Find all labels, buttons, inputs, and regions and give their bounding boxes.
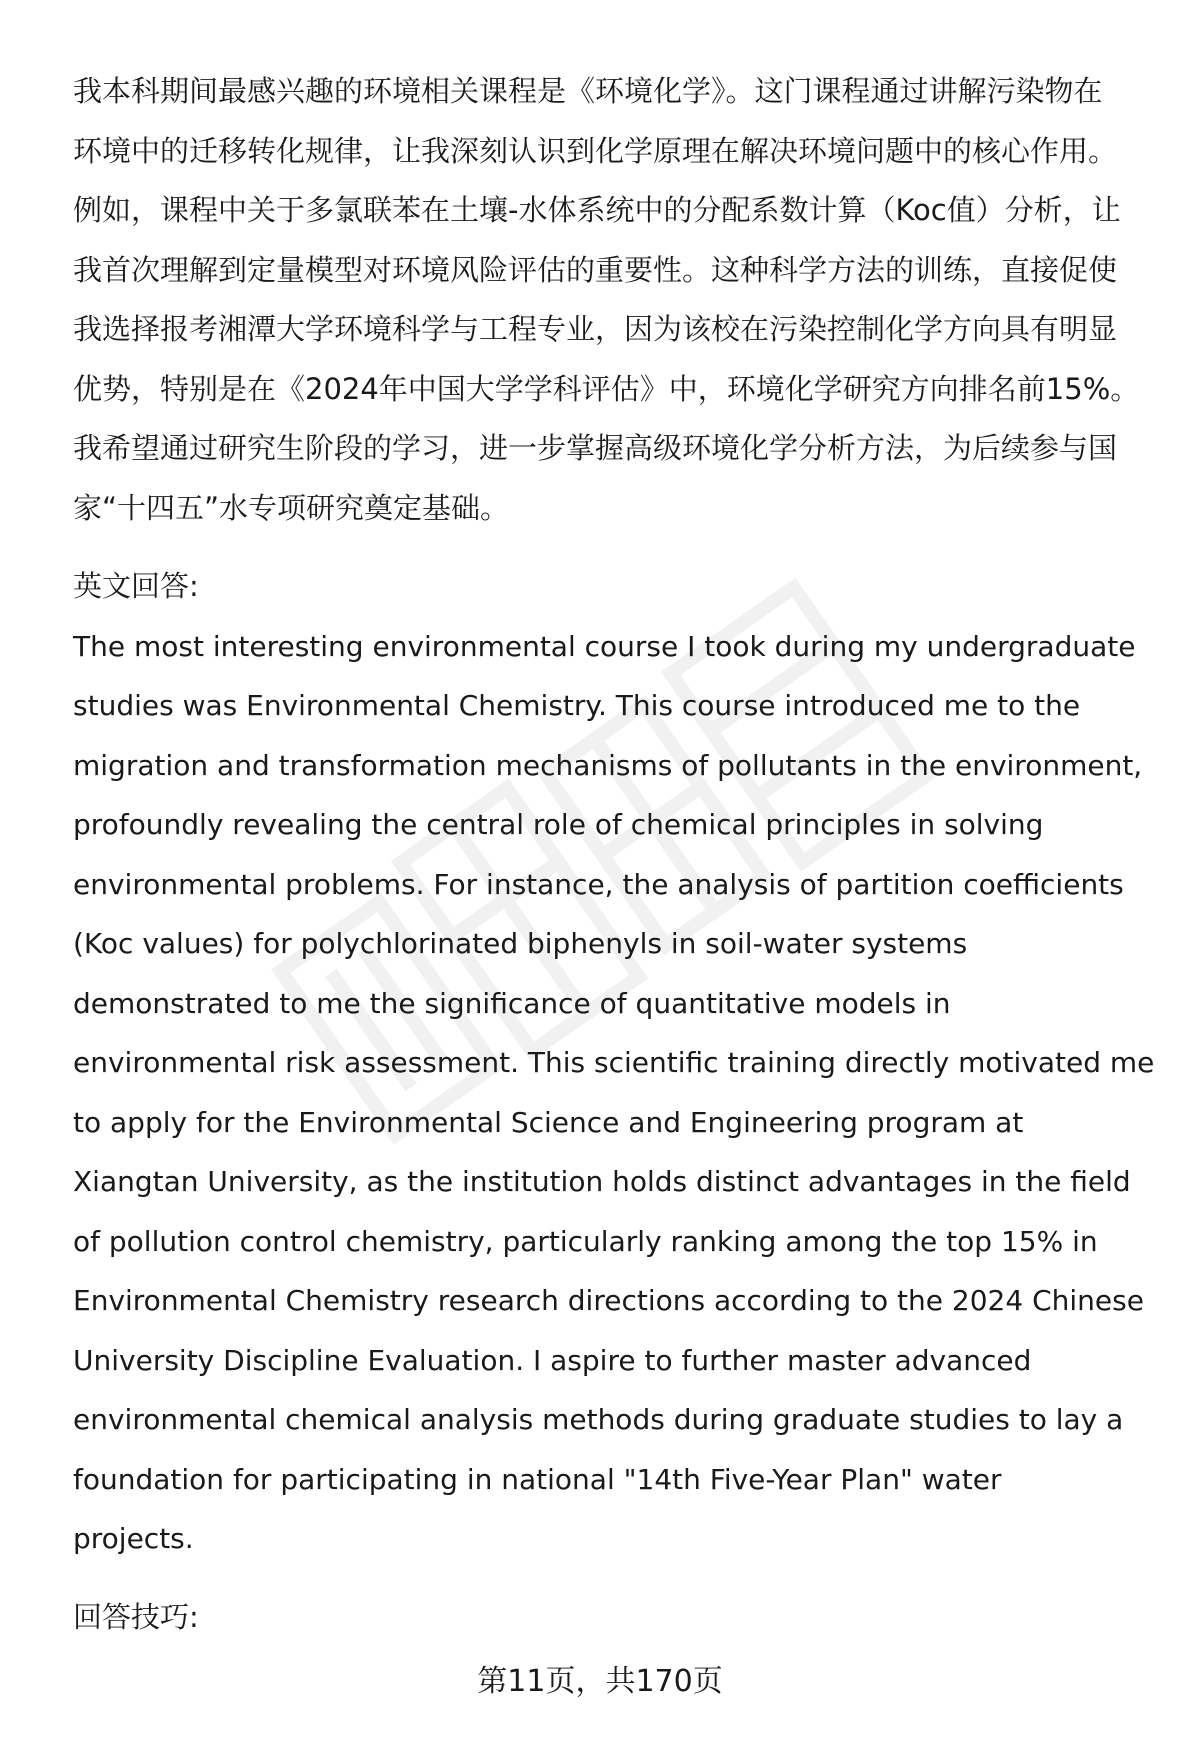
en-line: studies was Environmental Chemistry. This course introduced me to the [73, 689, 1081, 722]
en-line: projects. [73, 1522, 194, 1555]
zh-line: 例如，课程中关于多氯联苯在土壤-水体系统中的分配系数计算（Koc值）分析，让 [73, 193, 1121, 227]
document-body [73, 62, 1173, 1647]
en-line: of pollution control chemistry, particularly ranking among the top 15% in [73, 1224, 1098, 1258]
en-line: environmental risk assessment. This scientific training directly motivated me [73, 1046, 1155, 1079]
en-line: The most interesting environmental course I took during my undergraduate [73, 629, 1136, 663]
en-line: migration and transformation mechanisms of pollutants in the environment, [73, 748, 1143, 782]
en-line: environmental chemical analysis methods during graduate studies to lay a [73, 1403, 1124, 1436]
zh-line: 我本科期间最感兴趣的环境相关课程是《环境化学》。这门课程通过讲解污染物在 [73, 74, 1103, 108]
page-number-footer: 第11页，共170页 [477, 1664, 723, 1699]
en-line: environmental problems. For instance, the analysis of partition coefficients [73, 867, 1124, 901]
zh-line: 我希望通过研究生阶段的学习，进一步掌握高级环境化学分析方法，为后续参与国 [73, 431, 1118, 465]
zh-line: 优势，特别是在《2024年中国大学学科评估》中，环境化学研究方向排名前15%。 [73, 371, 1140, 406]
zh-line: 我首次理解到定量模型对环境风险评估的重要性。这种科学方法的训练，直接促使 [73, 252, 1118, 287]
chinese-answer-paragraph [73, 62, 1173, 538]
en-line: profoundly revealing the central role of chemical principles in solving [73, 808, 1044, 841]
en-line: Environmental Chemistry research directions according to the 2024 Chinese [73, 1284, 1144, 1317]
answer-tips-label: 回答技巧: [73, 1599, 199, 1634]
en-line: foundation for participating in national "14th Five-Year Plan" water [73, 1462, 1002, 1496]
en-line: University Discipline Evaluation. I aspire to further master advanced [73, 1343, 1032, 1377]
zh-line: 我选择报考湘潭大学环境科学与工程专业，因为该校在污染控制化学方向具有明显 [73, 312, 1118, 346]
en-line: (Koc values) for polychlorinated biphenyls in soil-water systems [73, 927, 968, 960]
en-line: Xiangtan University, as the institution holds distinct advantages in the field [73, 1165, 1131, 1198]
zh-line: 环境中的迁移转化规律，让我深刻认识到化学原理在解决环境问题中的核心作用。 [73, 133, 1118, 168]
english-answer-label: 英文回答: [73, 569, 199, 603]
english-answer-paragraph [73, 617, 1173, 1569]
en-line: demonstrated to me the significance of quantitative models in [73, 986, 951, 1020]
zh-line: 家“十四五”水专项研究奠定基础。 [73, 490, 510, 525]
en-line: to apply for the Environmental Science and Engineering program at [73, 1105, 1024, 1139]
